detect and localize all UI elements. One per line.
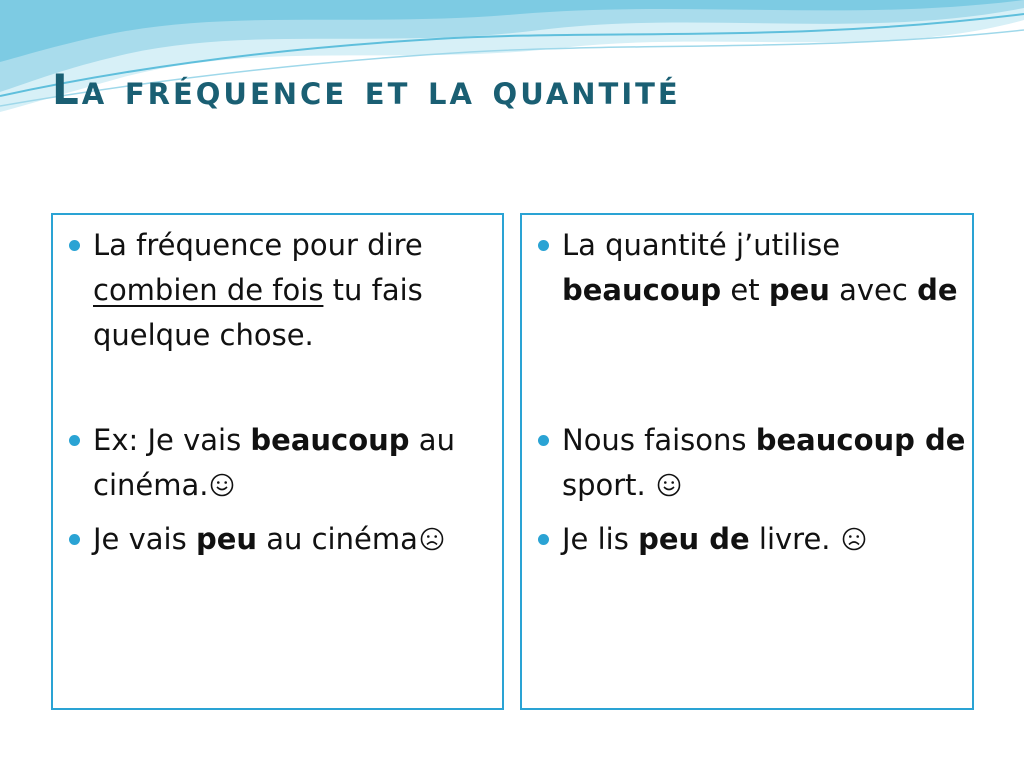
bullet-dot-icon bbox=[69, 240, 80, 251]
smiley-face-icon bbox=[210, 473, 234, 497]
bold-word: de bbox=[917, 273, 958, 307]
bold-word: peu de bbox=[638, 522, 750, 556]
frequency-box bbox=[51, 213, 504, 710]
bullet-text: et bbox=[721, 273, 769, 307]
bullet-dot-icon bbox=[538, 240, 549, 251]
bullet-text: Je lis bbox=[562, 522, 639, 556]
underlined-phrase: combien de fois bbox=[93, 273, 324, 307]
bullet-dot-icon bbox=[69, 534, 80, 545]
slide-title: La fréquence et la quantité bbox=[52, 65, 681, 114]
bullet-text: Je vais bbox=[93, 522, 196, 556]
bullet-dot-icon bbox=[538, 435, 549, 446]
bullet-text: tu fais quelque chose. bbox=[93, 273, 423, 352]
bullet-text: Nous faisons bbox=[562, 423, 756, 457]
bullet-text: La fréquence pour dire bbox=[93, 228, 423, 262]
smiley-face-icon bbox=[657, 473, 681, 497]
quantity-box bbox=[520, 213, 974, 710]
bullet-quantity-definition bbox=[538, 223, 968, 313]
bold-word: beaucoup bbox=[250, 423, 410, 457]
bullet-example-beaucoup bbox=[69, 418, 498, 508]
bullet-text: La quantité j’utilise bbox=[562, 228, 841, 262]
frowning-face-icon bbox=[842, 527, 866, 551]
bullet-text: avec bbox=[829, 273, 918, 307]
bold-word: peu bbox=[768, 273, 830, 307]
bullet-dot-icon bbox=[69, 435, 80, 446]
bullet-frequency-definition bbox=[69, 223, 498, 358]
bullet-dot-icon bbox=[538, 534, 549, 545]
bullet-example-beaucoup-de bbox=[538, 418, 968, 508]
bullet-example-peu bbox=[69, 517, 498, 562]
bullet-text: Ex: Je vais bbox=[93, 423, 251, 457]
bold-word: peu bbox=[195, 522, 258, 556]
frowning-face-icon bbox=[420, 527, 444, 551]
bullet-text: sport. bbox=[562, 468, 655, 502]
bold-word: beaucoup bbox=[562, 273, 722, 307]
bullet-text: au cinéma bbox=[257, 522, 418, 556]
bold-word: beaucoup de bbox=[755, 423, 966, 457]
bullet-text: au cinéma. bbox=[93, 423, 455, 502]
bullet-text: livre. bbox=[749, 522, 840, 556]
bullet-example-peu-de bbox=[538, 517, 968, 562]
